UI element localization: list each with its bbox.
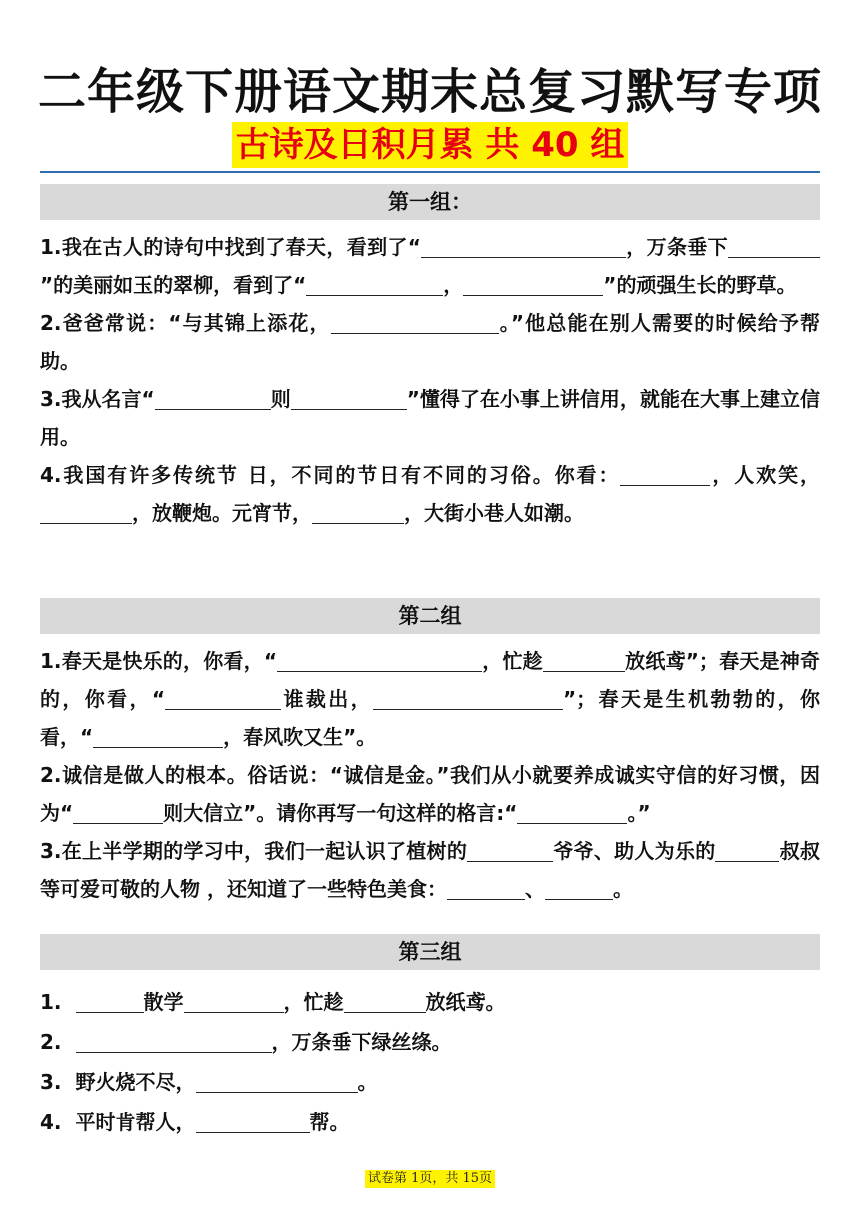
answer-blank[interactable] (344, 988, 426, 1013)
g1-question-3: 3.我从名言“ 则 ”懂得了在小事上讲信用，就能在大事上建立信用。 (40, 387, 820, 449)
answer-blank[interactable] (306, 271, 443, 296)
answer-blank[interactable] (76, 1028, 272, 1053)
answer-blank[interactable] (762, 233, 820, 258)
group-2-heading: 第二组 (40, 598, 820, 634)
answer-blank[interactable] (93, 723, 223, 748)
answer-blank[interactable] (196, 1108, 310, 1133)
page-title: 二年级下册语文期末总复习默写专项 (37, 64, 822, 120)
subtitle-banner: 古诗及日积月累 共 40 组 (232, 122, 629, 168)
answer-blank[interactable] (749, 837, 779, 862)
group-3-heading: 第三组 (40, 934, 820, 970)
answer-blank[interactable] (715, 837, 749, 862)
g3-question-4: 4. 平时肯帮人， 帮。 (40, 1110, 350, 1134)
group-3 (40, 934, 820, 1142)
g3-question-3: 3. 野火烧不尽， 。 (40, 1070, 378, 1094)
answer-blank[interactable] (331, 309, 499, 334)
answer-blank[interactable] (467, 837, 553, 862)
answer-blank[interactable] (165, 685, 281, 710)
answer-blank[interactable] (291, 385, 407, 410)
answer-blank[interactable] (40, 499, 132, 524)
answer-blank[interactable] (517, 799, 627, 824)
group-1 (40, 184, 820, 532)
g2-question-1: 1.春天是快乐的，你看，“ ，忙趁 放纸鸢”；春天是神奇的，你看，“ 谁裁出， ”；春天是生机勃勃的，你看，“ ，春风吹又生”。 (40, 649, 820, 749)
g1-question-1: 1.我在古人的诗句中找到了春天，看到了“ ，万条垂下”的美丽如玉的翠柳，看到了“ ， ”的顽强生长的野草。 (40, 228, 820, 304)
answer-blank[interactable] (277, 647, 482, 672)
answer-blank[interactable] (312, 499, 404, 524)
g2-question-2: 2.诚信是做人的根本。俗话说：“诚信是金。”我们从小就要养成诚实守信的好习惯，因为“ 则大信立”。请你再写一句这样的格言:“ 。” (40, 763, 820, 825)
answer-blank[interactable] (543, 647, 625, 672)
answer-blank[interactable] (728, 233, 762, 258)
answer-blank[interactable] (184, 988, 284, 1013)
page-footer: 试卷第 1页，共 15页 (365, 1170, 495, 1188)
header-divider (40, 171, 820, 173)
answer-blank[interactable] (76, 988, 144, 1013)
group-2 (40, 598, 820, 908)
answer-blank[interactable] (545, 875, 613, 900)
g3-question-2: 2. ，万条垂下绿丝绦。 (40, 1030, 452, 1054)
answer-blank[interactable] (196, 1068, 358, 1093)
answer-blank[interactable] (73, 799, 163, 824)
g1-question-2: 2.爸爸常说：“与其锦上添花， 。”他总能在别人需要的时候给予帮助。 (40, 311, 820, 373)
answer-blank[interactable] (620, 461, 710, 486)
answer-blank[interactable] (421, 233, 626, 258)
answer-blank[interactable] (447, 875, 525, 900)
answer-blank[interactable] (463, 271, 603, 296)
group-1-heading: 第一组： (40, 184, 820, 220)
g3-question-1: 1. 散学 ，忙趁 放纸鸢。 (40, 990, 506, 1014)
g1-question-4: 4.我国有许多传统节 日，不同的节日有不同的习俗。你看： ，人欢笑，，放鞭炮。元宵节， ，大街小巷人如潮。 (40, 463, 821, 525)
answer-blank[interactable] (155, 385, 271, 410)
g2-question-3: 3.在上半学期的学习中，我们一起认识了植树的 爷爷、助人为乐的 叔叔等可爱可敬的人物 ，还知道了一些特色美食： 、 。 (40, 839, 821, 901)
answer-blank[interactable] (373, 685, 563, 710)
